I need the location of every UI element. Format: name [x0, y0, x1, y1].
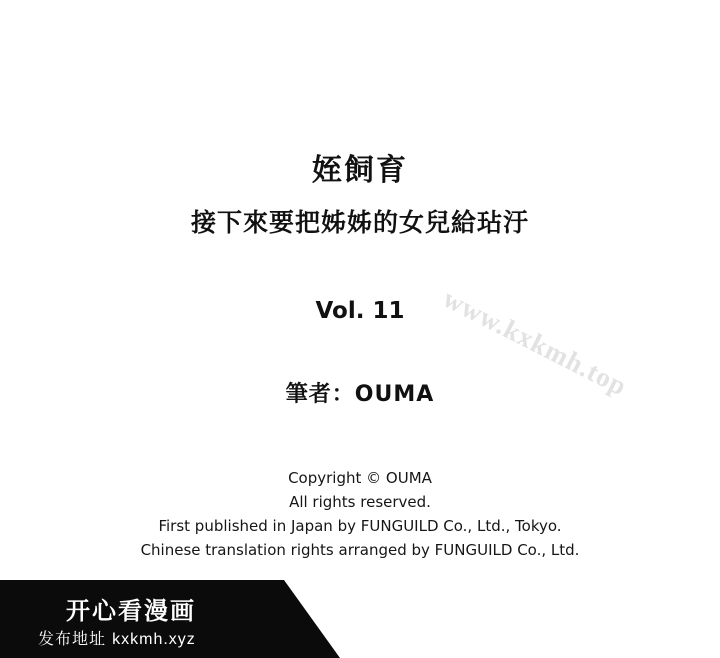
copyright-line: All rights reserved.: [289, 493, 431, 511]
watermark-text: www.kxkmh.top: [438, 283, 633, 402]
banner-address-url[interactable]: kxkmh.xyz: [112, 631, 196, 648]
page-title: 姪飼育: [312, 153, 408, 188]
page-subtitle: 接下來要把姊姊的女兒給玷汙: [190, 208, 529, 237]
copyright-line: Copyright © OUMA: [288, 469, 432, 487]
author-label: 筆者：OUMA: [285, 382, 435, 407]
banner-site-name: 开心看漫画: [66, 597, 196, 625]
banner-address-label: 发布地址: [38, 629, 107, 648]
site-banner[interactable]: [0, 580, 340, 658]
banner-address: [38, 626, 196, 649]
copyright-line: Chinese translation rights arranged by FUNGUILD Co., Ltd.: [140, 541, 580, 559]
volume-label: Vol. 11: [315, 298, 405, 324]
copyright-line: First published in Japan by FUNGUILD Co., Ltd., Tokyo.: [158, 517, 562, 535]
copyright-block: [0, 466, 720, 562]
